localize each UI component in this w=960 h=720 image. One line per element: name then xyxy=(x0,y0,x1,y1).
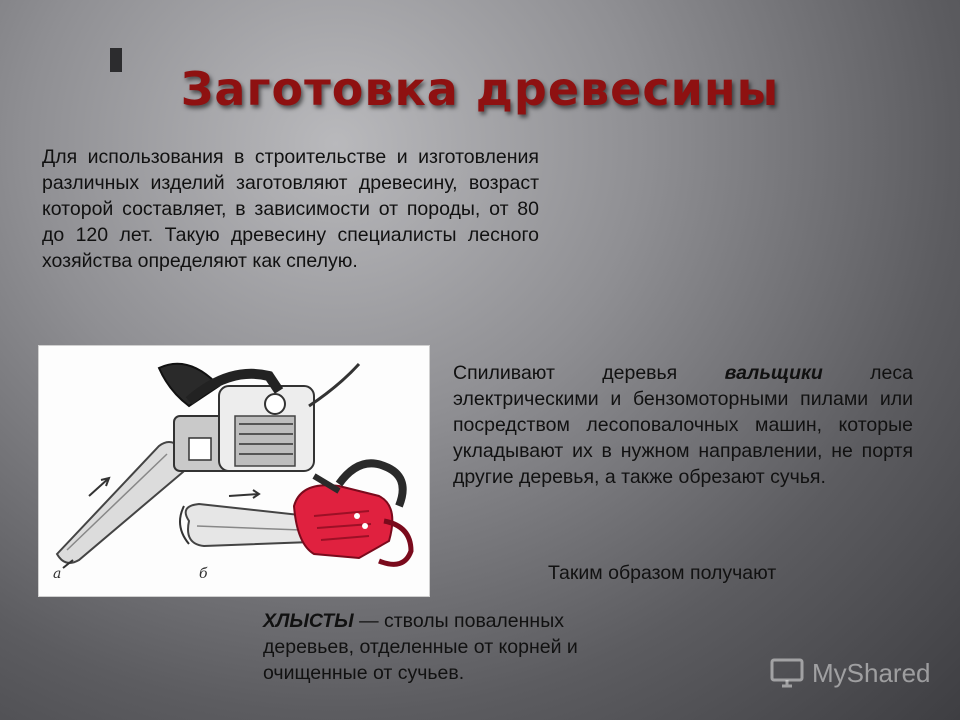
definition-text: — стволы поваленных деревьев, отделенные от корней и очищенные от сучьев. xyxy=(263,610,578,684)
figure-label-a: а xyxy=(53,566,62,582)
watermark-text: MyShared xyxy=(812,657,931,688)
intro-paragraph: Для использования в строительстве и изготовления различных изделий заготовляют древесину, возраст которой составляет, в зависимости от породы, от 80 до 120 лет. Такую древесину специалисты лесного хозяйства определяют как спелую. xyxy=(42,146,539,272)
fellers-term: вальщики xyxy=(724,362,823,384)
chainsaw-figure xyxy=(38,345,430,597)
monitor-icon xyxy=(770,656,804,690)
definition-term: ХЛЫСТЫ xyxy=(263,610,354,632)
slide-title: Заготовка древесины xyxy=(180,62,780,116)
figure-label-b: б xyxy=(199,566,208,582)
conclusion-text: Таким образом получают xyxy=(548,562,777,584)
felling-text-before: Спиливают деревья xyxy=(453,362,725,384)
watermark xyxy=(770,656,931,690)
felling-text-after: леса электрическими и бензомоторными пилами или посредством лесоповалочных машин, которые укладывают их в нужном направлении, не портя другие деревья, а также обрезают сучья. xyxy=(453,362,913,488)
definition-paragraph xyxy=(263,608,658,686)
gasoline-chainsaw-illustration xyxy=(180,463,411,564)
felling-paragraph xyxy=(453,360,913,490)
